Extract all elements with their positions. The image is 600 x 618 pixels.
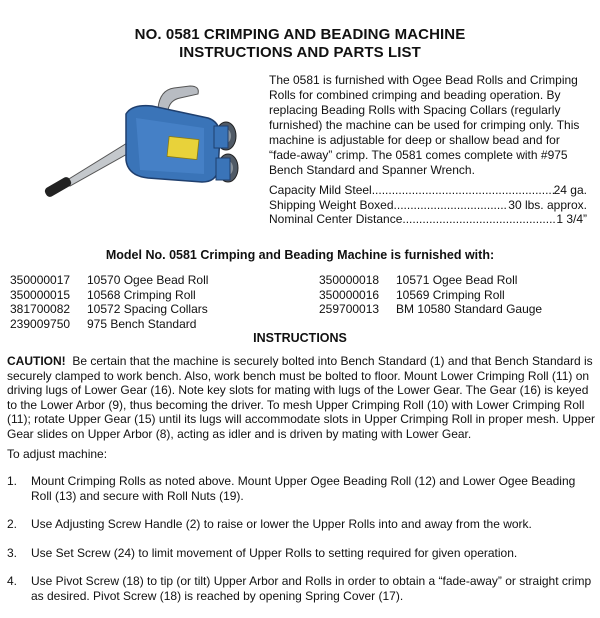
model-heading: Model No. 0581 Crimping and Beading Machine is furnished with: xyxy=(105,248,495,262)
caution-text: Be certain that the machine is securely bolted into Bench Standard (1) and that Bench Standard is securely clamped to work bench. Also, work bench must be bolted to floor. Mount Lower Crimping Roll (11) on driving lugs of Lower Gear (16). Note key slots for mating with lugs of the Lower Gear. The Gear (16) is keyed to the Lower Arbor (9), thus becoming the driver. To mesh Upper Crimping Roll (10) with Lower Crimping Roll (11); rotate Upper Gear (15) until its lugs will accommodate slots in Upper Crimping Roll in proper mesh. Upper Gear slides on Upper Arbor (8), acting as idler and is driven by mating with Lower Gear. xyxy=(7,354,596,441)
step-text: Mount Crimping Rolls as noted above. Mount Upper Ogee Beading Roll (12) and Lower Ogee Beading Roll (13) and secure with Roll Nuts (19). xyxy=(31,474,576,503)
caution-label: CAUTION! xyxy=(7,354,66,368)
intro-paragraph: The 0581 is furnished with Ogee Bead Rolls and Crimping Rolls for combined crimping and beading operation. By replacing Beading Rolls with Spacing Collars (regularly furnished) the machine can be used for crimping only. This machine is adjustable for deep or shallow bead and for “fade-away” crimp. The 0581 comes complete with #975 Bench Standard and Spanner Wrench. xyxy=(269,73,580,177)
instructions-heading: INSTRUCTIONS xyxy=(253,331,347,345)
steps-list xyxy=(7,474,595,618)
machine-label xyxy=(167,136,199,159)
adjusting-handle xyxy=(158,86,198,110)
step-text: Use Adjusting Screw Handle (2) to raise or lower the Upper Rolls into and away from the work. xyxy=(31,517,532,532)
caution-paragraph xyxy=(7,354,595,442)
part-row xyxy=(10,273,208,288)
part-description: 10571 Ogee Bead Roll xyxy=(396,273,518,287)
parts-list-left xyxy=(10,273,208,331)
part-number: 350000016 xyxy=(319,287,380,302)
part-description: 10568 Crimping Roll xyxy=(87,287,196,302)
step-text: Use Pivot Screw (18) to tip (or tilt) Upper Arbor and Rolls in order to obtain a “fade-away” or straight crimp as desired. Pivot Screw (18) is reached by opening Spring Cover (17). xyxy=(31,574,592,603)
spec-row xyxy=(269,183,587,198)
step-number: 3. xyxy=(7,545,18,560)
part-description: BM 10580 Standard Gauge xyxy=(396,302,543,316)
part-number: 381700082 xyxy=(10,302,71,316)
spec-dots xyxy=(394,198,509,213)
part-number: 350000017 xyxy=(10,273,71,287)
spec-row xyxy=(269,212,587,227)
step-number: 1. xyxy=(7,474,18,488)
step-number: 4. xyxy=(7,574,18,589)
part-row xyxy=(319,288,542,303)
spec-label: Capacity Mild Steel xyxy=(269,183,372,197)
title-line-1: NO. 0581 CRIMPING AND BEADING MACHINE xyxy=(134,26,466,43)
part-number: 350000018 xyxy=(319,273,380,287)
step-item xyxy=(7,474,595,503)
adjust-heading: To adjust machine: xyxy=(7,447,108,461)
spec-label: Shipping Weight Boxed xyxy=(269,197,394,212)
spec-value: 30 lbs. approx. xyxy=(508,197,587,212)
spec-dots xyxy=(372,183,554,198)
part-number: 259700013 xyxy=(319,302,380,316)
step-item xyxy=(7,517,595,532)
part-row xyxy=(10,302,208,317)
part-row xyxy=(319,273,542,288)
part-number: 239009750 xyxy=(10,316,71,331)
spec-label: Nominal Center Distance xyxy=(269,212,403,226)
part-description: 10569 Crimping Roll xyxy=(396,287,505,302)
specs-list xyxy=(269,183,587,227)
part-description: 975 Bench Standard xyxy=(87,316,197,331)
step-item xyxy=(7,574,595,603)
part-row xyxy=(10,288,208,303)
part-row xyxy=(10,317,208,332)
title-line-2: INSTRUCTIONS AND PARTS LIST xyxy=(179,44,421,61)
part-row xyxy=(319,302,542,317)
part-description: 10572 Spacing Collars xyxy=(87,302,208,316)
step-item xyxy=(7,546,595,561)
spec-value: 1 3/4” xyxy=(556,212,587,226)
part-description: 10570 Ogee Bead Roll xyxy=(87,273,209,287)
spec-dots xyxy=(402,212,556,227)
part-number: 350000015 xyxy=(10,287,71,302)
step-text: Use Set Screw (24) to limit movement of Upper Rolls to setting required for given operation. xyxy=(31,545,518,560)
machine-illustration xyxy=(40,78,250,208)
step-number: 2. xyxy=(7,517,18,532)
parts-list-right xyxy=(319,273,542,317)
crank-grip xyxy=(43,176,72,199)
spec-value: 24 ga. xyxy=(553,183,587,197)
spec-row xyxy=(269,198,587,213)
